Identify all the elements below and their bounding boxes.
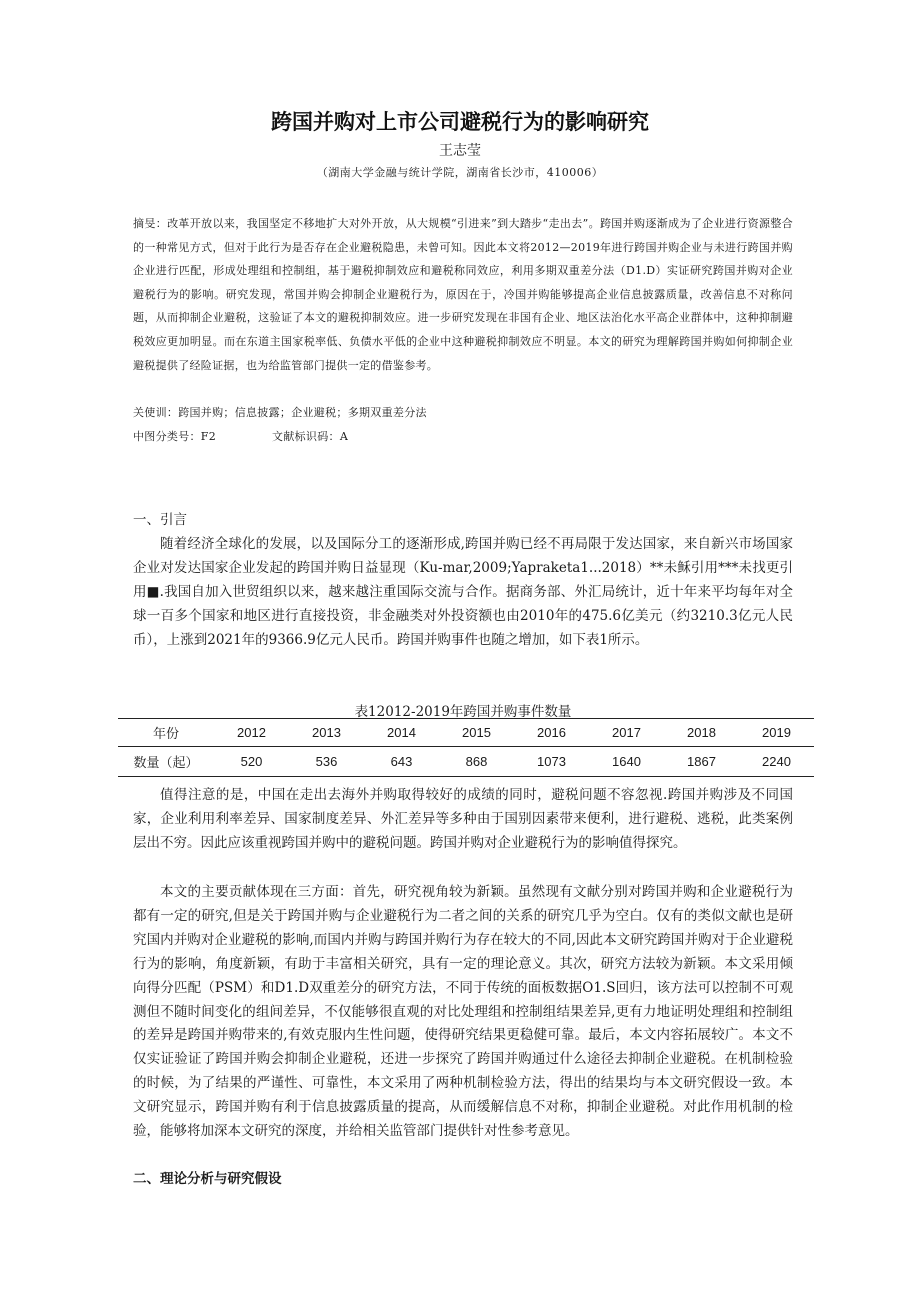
table-year-cell: 2015 (439, 719, 514, 747)
table-count-cell: 643 (364, 747, 439, 777)
table-year-cell: 2012 (214, 719, 289, 747)
ma-events-table (118, 718, 814, 777)
table-count-cell: 536 (289, 747, 364, 777)
table-header-row (118, 719, 814, 747)
paragraph: 本文的主要贡献体现在三方面：首先，研究视角较为新颖。虽然现有文献分别对跨国并购和企业避税行为都有一定的研究,但是关于跨国并购与企业避税行为二者之间的关系的研究几乎为空白。仅有的类似文献也是研究国内并购对企业避税的影响,而国内并购与跨国并购行为存在较大的不同,因此本文研究跨国并购对于企业避税行为的影响，角度新颖，有助于丰富相关研究，具有一定的理论意义。其次，研究方法较为新颖。本文采用倾向得分匹配（PSM）和D1.D双重差分的研究方法，不同于传统的面板数据O1.S回归，该方法可以控制不可观测但不随时间变化的组间差异，不仅能够很直观的对比处理组和控制组结果差异,更有力地证明处理组和控制组的差异是跨国并购带来的,有效克服内生性问题，使得研究结果更稳健可靠。最后，本文内容拓展较广。本文不仅实证验证了跨国并购会抑制企业避税，还进一步探究了跨国并购通过什么途径去抑制企业避税。在机制检验的时候，为了结果的严谨性、可靠性，本文采用了两种机制检验方法，得出的结果均与本文研究假设一致。本文研究显示，跨国并购有利于信息披露质量的提高，从而缓解信息不对称，抑制企业避税。对此作用机制的检验，能够将加深本文研究的深度，并给相关监管部门提供针对性参考意见。 (133, 884, 793, 1140)
document-code: 文献标识码：A (272, 430, 349, 443)
table-count-cell: 1640 (589, 747, 664, 777)
paragraph: 随着经济全球化的发展，以及国际分工的逐渐形成,跨国并购已经不再局限于发达国家，来自新兴市场国家企业对发达国家企业发起的跨国并购日益显现（Ku-mar,2009;Yapraketa1...2018）**未稣引用***未找更引用■.我国自加入世贸组织以来，越来越注重国际交流与合作。据商务部、外汇局统计，近十年来平均每年对全球一百多个国家和地区进行直接投资，非金融类对外投资额也由2010年的475.6亿美元（约3210.3亿元人民币），上涨到2021年的9366.9亿元人民币。跨国并购事件也随之增加，如下表1所示。 (133, 536, 793, 648)
table-year-cell: 2018 (664, 719, 739, 747)
table-count-cell: 2240 (739, 747, 814, 777)
table-count-cell: 520 (214, 747, 289, 777)
abstract: 摘旻：改革开放以来，我国坚定不移地扩大对外开放，从大规模“引进来”到大踏步“走出去”。跨国并购逐渐成为了企业进行资源整合的一种常见方式，但对于此行为是否存在企业避税隐患，未曾可知。因此本文将2012—2019年进行跨国并购企业与未进行跨国并购企业进行匹配，形成处理组和控制组，基于避税抑制效应和避税称同效应，利用多期双重差分法（D1.D）实证研究跨国并购对企业避税行为的影响。研究发现，常国并购会抑制企业避税行为，原因在于，冷国并购能够提高企业信息披露质量，改善信息不对称问题，从而抑制企业避税，这验证了本文的避税抑制效应。进一步研究发现在非国有企业、地区法治化水平高企业群体中，这种抑制避税效应更加明显。而在东道主国家税率低、负债水平低的企业中这种避税抑制效应不明显。本文的研究为理解跨国并购如何抑制企业避税提供了经险证据，也为给监管部门提供一定的借鉴参考。 (133, 217, 793, 372)
author-name: 王志莹 (439, 143, 481, 159)
keywords: 关使训：跨国并购；信息披露；企业避税；多期双重差分法 (133, 406, 427, 419)
table-caption: 表12012-2019年跨国并购事件数量 (354, 704, 572, 720)
classification-line (133, 428, 348, 444)
table-row-header-year: 年份 (118, 719, 214, 747)
section-heading-introduction: 一、引言 (133, 512, 187, 528)
paragraph: 值得注意的是，中国在走出去海外并购取得较好的成绩的同时，避税问题不容忽视.跨国并购涉及不同国家，企业利用利率差异、国家制度差异、外汇差异等多种由于国别因素带来便利，进行避税、逃税，此类案例层出不穷。因此应该重视跨国并购中的避税问题。跨国并购对企业避税行为的影响值得探究。 (133, 787, 793, 851)
table-row (118, 747, 814, 777)
table-year-cell: 2013 (289, 719, 364, 747)
table-year-cell: 2019 (739, 719, 814, 747)
table-year-cell: 2017 (589, 719, 664, 747)
table-row-header-count: 数量（起） (118, 747, 214, 777)
author-affiliation: （湖南大学金融与统计学院，湖南省长沙市，410006） (316, 166, 604, 179)
table-count-cell: 1867 (664, 747, 739, 777)
clc-number: 中图分类号：F2 (133, 430, 217, 443)
table-year-cell: 2014 (364, 719, 439, 747)
table-count-cell: 868 (439, 747, 514, 777)
table-count-cell: 1073 (514, 747, 589, 777)
table-year-cell: 2016 (514, 719, 589, 747)
paper-title: 跨国并购对上市公司避税行为的影响研究 (271, 110, 649, 134)
section-heading-theory: 二、理论分析与研究假设 (133, 1171, 282, 1187)
